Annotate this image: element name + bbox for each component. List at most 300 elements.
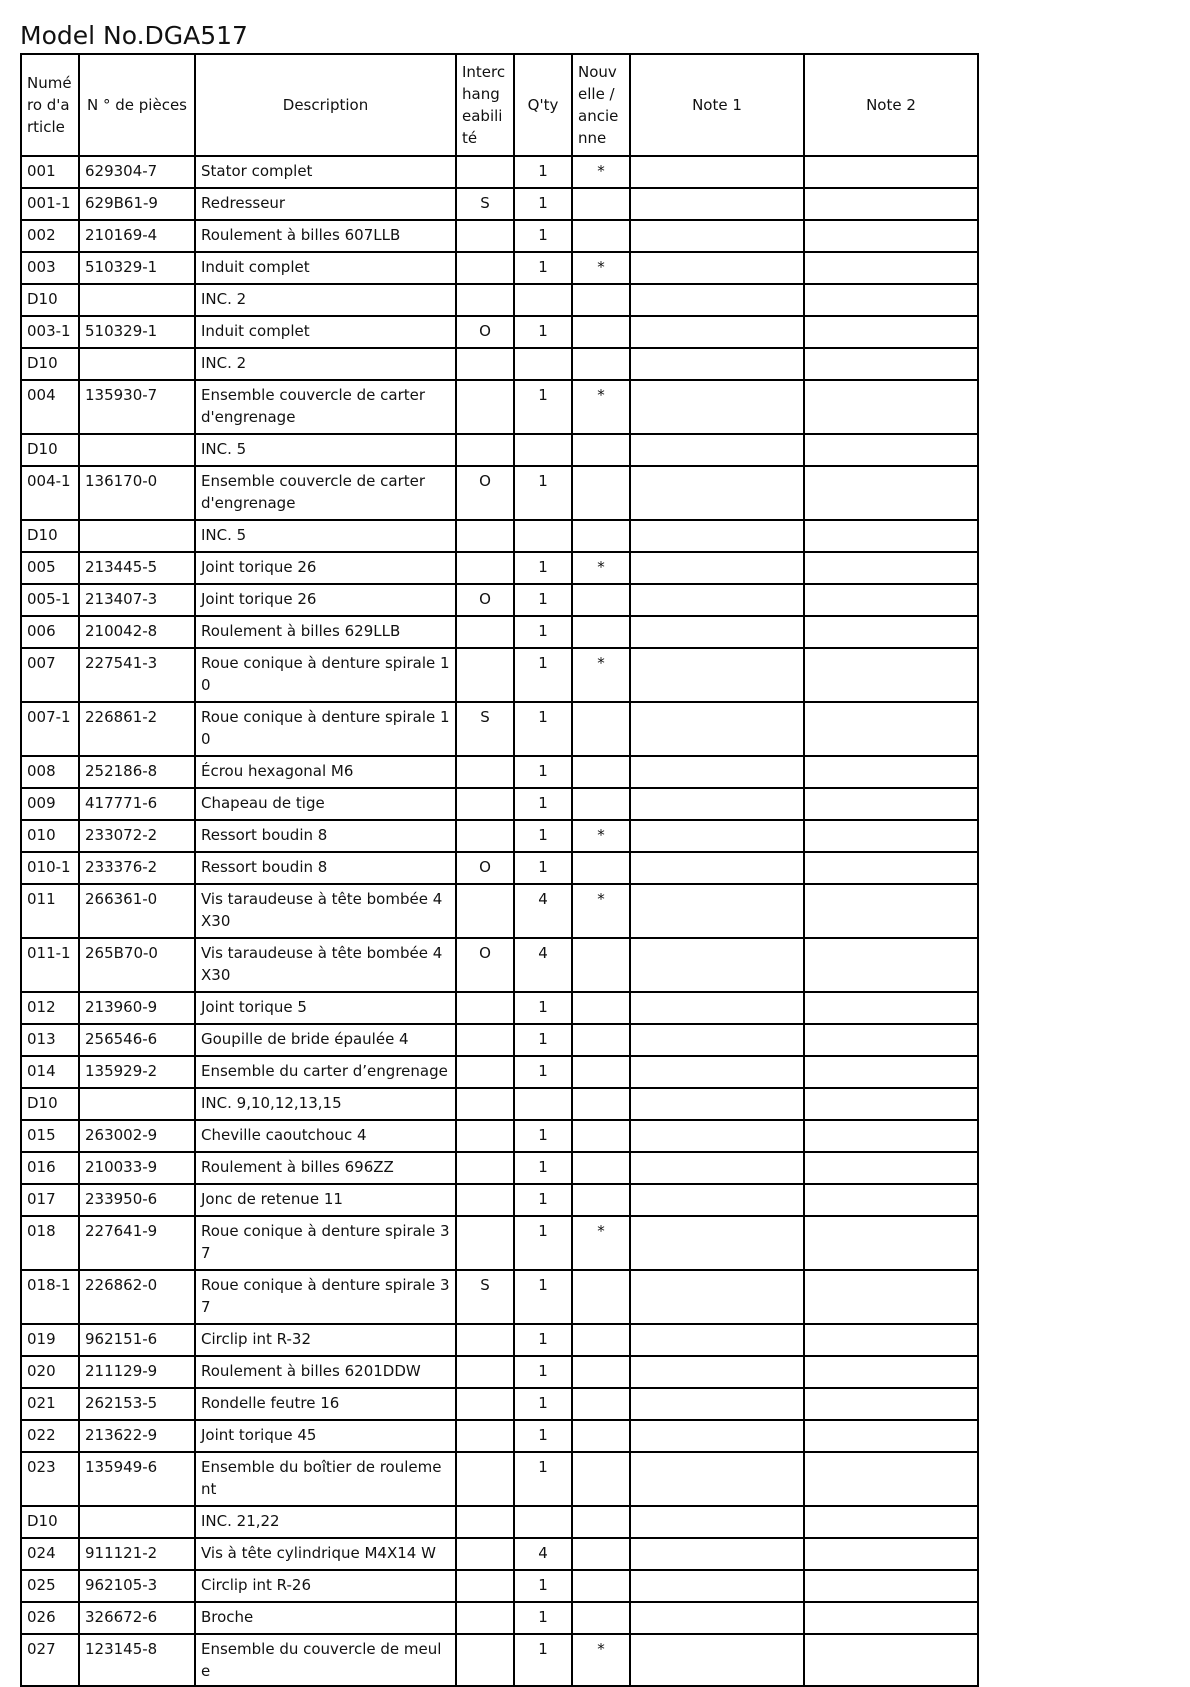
new-old-cell	[572, 188, 630, 220]
description-cell: Ensemble couvercle de carter d'engrenage	[195, 380, 456, 434]
table-row	[21, 788, 978, 820]
description-cell: Ensemble couvercle de carter d'engrenage	[195, 466, 456, 520]
interchangeability-cell	[456, 434, 514, 466]
table-row	[21, 188, 978, 220]
description-cell: INC. 2	[195, 348, 456, 380]
table-row	[21, 1602, 978, 1634]
item-number-cell: 007-1	[21, 702, 79, 756]
new-old-cell	[572, 1538, 630, 1570]
quantity-cell: 1	[514, 252, 572, 284]
quantity-cell	[514, 1088, 572, 1120]
item-number-cell: 004	[21, 380, 79, 434]
description-cell: Stator complet	[195, 156, 456, 188]
new-old-cell	[572, 1152, 630, 1184]
note-1-cell	[630, 466, 804, 520]
note-1-cell	[630, 584, 804, 616]
note-1-cell	[630, 1602, 804, 1634]
part-number-cell: 227641-9	[79, 1216, 195, 1270]
note-2-cell	[804, 992, 978, 1024]
note-2-cell	[804, 156, 978, 188]
table-row	[21, 702, 978, 756]
quantity-cell: 1	[514, 1056, 572, 1088]
description-cell: Goupille de bride épaulée 4	[195, 1024, 456, 1056]
part-number-cell: 135929-2	[79, 1056, 195, 1088]
new-old-cell: *	[572, 820, 630, 852]
note-1-cell	[630, 284, 804, 316]
quantity-cell: 1	[514, 1184, 572, 1216]
new-old-cell	[572, 284, 630, 316]
part-number-cell	[79, 434, 195, 466]
note-1-cell	[630, 702, 804, 756]
description-cell: Vis à tête cylindrique M4X14 W	[195, 1538, 456, 1570]
note-1-cell	[630, 434, 804, 466]
new-old-cell: *	[572, 156, 630, 188]
interchangeability-cell	[456, 380, 514, 434]
interchangeability-cell: O	[456, 584, 514, 616]
quantity-cell: 1	[514, 1388, 572, 1420]
note-2-cell	[804, 188, 978, 220]
part-number-cell: 213622-9	[79, 1420, 195, 1452]
description-cell: Redresseur	[195, 188, 456, 220]
note-1-cell	[630, 188, 804, 220]
item-number-cell: 006	[21, 616, 79, 648]
description-cell: Vis taraudeuse à tête bombée 4X30	[195, 938, 456, 992]
header-qty: Q'ty	[514, 54, 572, 156]
note-2-cell	[804, 1056, 978, 1088]
note-1-cell	[630, 884, 804, 938]
table-row	[21, 1056, 978, 1088]
part-number-cell: 629B61-9	[79, 188, 195, 220]
table-header	[21, 54, 978, 156]
page-title: Model No.DGA517	[20, 21, 248, 50]
interchangeability-cell	[456, 820, 514, 852]
new-old-cell: *	[572, 1216, 630, 1270]
header-interchangeability: Interchangeabilité	[456, 54, 514, 156]
note-1-cell	[630, 1506, 804, 1538]
new-old-cell	[572, 1270, 630, 1324]
quantity-cell: 1	[514, 1570, 572, 1602]
description-cell: Joint torique 5	[195, 992, 456, 1024]
note-1-cell	[630, 252, 804, 284]
header-note-2: Note 2	[804, 54, 978, 156]
quantity-cell: 1	[514, 702, 572, 756]
description-cell: Roue conique à denture spirale 10	[195, 648, 456, 702]
new-old-cell: *	[572, 1634, 630, 1686]
description-cell: Ensemble du carter d’engrenage	[195, 1056, 456, 1088]
quantity-cell: 1	[514, 1602, 572, 1634]
note-1-cell	[630, 156, 804, 188]
description-cell: Vis taraudeuse à tête bombée 4X30	[195, 884, 456, 938]
note-1-cell	[630, 1570, 804, 1602]
note-1-cell	[630, 938, 804, 992]
item-number-cell: 027	[21, 1634, 79, 1686]
new-old-cell	[572, 520, 630, 552]
interchangeability-cell: S	[456, 1270, 514, 1324]
part-number-cell: 266361-0	[79, 884, 195, 938]
note-2-cell	[804, 252, 978, 284]
new-old-cell	[572, 1024, 630, 1056]
note-1-cell	[630, 1452, 804, 1506]
note-1-cell	[630, 1088, 804, 1120]
table-row	[21, 992, 978, 1024]
item-number-cell: 003	[21, 252, 79, 284]
quantity-cell: 4	[514, 938, 572, 992]
interchangeability-cell	[456, 1216, 514, 1270]
description-cell: Roulement à billes 6201DDW	[195, 1356, 456, 1388]
item-number-cell: 009	[21, 788, 79, 820]
table-row	[21, 1420, 978, 1452]
item-number-cell: 010-1	[21, 852, 79, 884]
quantity-cell: 1	[514, 1420, 572, 1452]
new-old-cell	[572, 1506, 630, 1538]
note-1-cell	[630, 1120, 804, 1152]
table-row	[21, 1634, 978, 1686]
quantity-cell: 1	[514, 1634, 572, 1686]
note-2-cell	[804, 702, 978, 756]
note-1-cell	[630, 520, 804, 552]
header-note-1: Note 1	[630, 54, 804, 156]
new-old-cell	[572, 616, 630, 648]
quantity-cell: 1	[514, 316, 572, 348]
quantity-cell	[514, 520, 572, 552]
interchangeability-cell	[456, 1120, 514, 1152]
quantity-cell: 1	[514, 788, 572, 820]
quantity-cell	[514, 348, 572, 380]
note-2-cell	[804, 616, 978, 648]
item-number-cell: 005-1	[21, 584, 79, 616]
part-number-cell	[79, 1506, 195, 1538]
table-row	[21, 466, 978, 520]
description-cell: Cheville caoutchouc 4	[195, 1120, 456, 1152]
item-number-cell: 016	[21, 1152, 79, 1184]
note-1-cell	[630, 552, 804, 584]
new-old-cell	[572, 1356, 630, 1388]
new-old-cell	[572, 1388, 630, 1420]
note-2-cell	[804, 648, 978, 702]
note-1-cell	[630, 788, 804, 820]
part-number-cell	[79, 284, 195, 316]
note-1-cell	[630, 616, 804, 648]
table-row	[21, 1024, 978, 1056]
description-cell: Ensemble du boîtier de roulement	[195, 1452, 456, 1506]
item-number-cell: D10	[21, 284, 79, 316]
note-2-cell	[804, 1452, 978, 1506]
item-number-cell: 020	[21, 1356, 79, 1388]
note-2-cell	[804, 434, 978, 466]
quantity-cell	[514, 284, 572, 316]
new-old-cell	[572, 852, 630, 884]
note-2-cell	[804, 552, 978, 584]
description-cell: INC. 5	[195, 434, 456, 466]
new-old-cell	[572, 1056, 630, 1088]
item-number-cell: 022	[21, 1420, 79, 1452]
new-old-cell: *	[572, 380, 630, 434]
quantity-cell: 1	[514, 852, 572, 884]
table-row	[21, 584, 978, 616]
interchangeability-cell	[456, 1356, 514, 1388]
description-cell: Circlip int R-32	[195, 1324, 456, 1356]
description-cell: INC. 21,22	[195, 1506, 456, 1538]
note-2-cell	[804, 1024, 978, 1056]
note-2-cell	[804, 1506, 978, 1538]
new-old-cell	[572, 316, 630, 348]
interchangeability-cell	[456, 284, 514, 316]
item-number-cell: 025	[21, 1570, 79, 1602]
interchangeability-cell	[456, 884, 514, 938]
item-number-cell: D10	[21, 434, 79, 466]
note-1-cell	[630, 1356, 804, 1388]
new-old-cell	[572, 584, 630, 616]
description-cell: Ensemble du couvercle de meule	[195, 1634, 456, 1686]
note-2-cell	[804, 756, 978, 788]
note-2-cell	[804, 1324, 978, 1356]
quantity-cell	[514, 1506, 572, 1538]
table-row	[21, 284, 978, 316]
interchangeability-cell	[456, 1388, 514, 1420]
table-row	[21, 1216, 978, 1270]
interchangeability-cell	[456, 616, 514, 648]
description-cell: INC. 5	[195, 520, 456, 552]
item-number-cell: D10	[21, 348, 79, 380]
interchangeability-cell	[456, 156, 514, 188]
table-body	[21, 156, 978, 1686]
interchangeability-cell: O	[456, 466, 514, 520]
quantity-cell	[514, 434, 572, 466]
part-number-cell: 136170-0	[79, 466, 195, 520]
table-row	[21, 252, 978, 284]
part-number-cell: 213407-3	[79, 584, 195, 616]
item-number-cell: 001-1	[21, 188, 79, 220]
interchangeability-cell	[456, 1506, 514, 1538]
quantity-cell: 1	[514, 466, 572, 520]
part-number-cell: 211129-9	[79, 1356, 195, 1388]
table-row	[21, 938, 978, 992]
note-2-cell	[804, 1356, 978, 1388]
item-number-cell: 003-1	[21, 316, 79, 348]
item-number-cell: 018	[21, 1216, 79, 1270]
item-number-cell: 010	[21, 820, 79, 852]
note-2-cell	[804, 1388, 978, 1420]
new-old-cell	[572, 992, 630, 1024]
note-1-cell	[630, 756, 804, 788]
description-cell: Broche	[195, 1602, 456, 1634]
interchangeability-cell	[456, 1570, 514, 1602]
quantity-cell: 1	[514, 380, 572, 434]
item-number-cell: 002	[21, 220, 79, 252]
table-row	[21, 434, 978, 466]
part-number-cell: 226861-2	[79, 702, 195, 756]
note-1-cell	[630, 820, 804, 852]
table-row	[21, 1088, 978, 1120]
interchangeability-cell	[456, 220, 514, 252]
new-old-cell	[572, 1452, 630, 1506]
note-2-cell	[804, 584, 978, 616]
note-2-cell	[804, 788, 978, 820]
item-number-cell: 004-1	[21, 466, 79, 520]
description-cell: Roue conique à denture spirale 37	[195, 1216, 456, 1270]
note-1-cell	[630, 348, 804, 380]
note-1-cell	[630, 1024, 804, 1056]
parts-table	[20, 53, 979, 1687]
item-number-cell: 018-1	[21, 1270, 79, 1324]
quantity-cell: 1	[514, 220, 572, 252]
part-number-cell: 210169-4	[79, 220, 195, 252]
description-cell: Roue conique à denture spirale 37	[195, 1270, 456, 1324]
quantity-cell: 1	[514, 1152, 572, 1184]
new-old-cell	[572, 1324, 630, 1356]
quantity-cell: 1	[514, 648, 572, 702]
note-2-cell	[804, 316, 978, 348]
item-number-cell: D10	[21, 1506, 79, 1538]
table-row	[21, 616, 978, 648]
item-number-cell: 017	[21, 1184, 79, 1216]
table-row	[21, 1452, 978, 1506]
note-1-cell	[630, 992, 804, 1024]
item-number-cell: 012	[21, 992, 79, 1024]
table-row	[21, 852, 978, 884]
note-1-cell	[630, 1152, 804, 1184]
table-row	[21, 1324, 978, 1356]
interchangeability-cell	[456, 1024, 514, 1056]
table-row	[21, 1120, 978, 1152]
item-number-cell: 026	[21, 1602, 79, 1634]
description-cell: Roulement à billes 696ZZ	[195, 1152, 456, 1184]
note-2-cell	[804, 348, 978, 380]
interchangeability-cell	[456, 348, 514, 380]
description-cell: Écrou hexagonal M6	[195, 756, 456, 788]
interchangeability-cell	[456, 1324, 514, 1356]
quantity-cell: 1	[514, 584, 572, 616]
note-2-cell	[804, 1602, 978, 1634]
quantity-cell: 1	[514, 1216, 572, 1270]
item-number-cell: 024	[21, 1538, 79, 1570]
new-old-cell: *	[572, 252, 630, 284]
table-row	[21, 1152, 978, 1184]
quantity-cell: 1	[514, 756, 572, 788]
interchangeability-cell: O	[456, 852, 514, 884]
table-row	[21, 1184, 978, 1216]
interchangeability-cell	[456, 1452, 514, 1506]
note-1-cell	[630, 220, 804, 252]
description-cell: Roulement à billes 629LLB	[195, 616, 456, 648]
new-old-cell	[572, 756, 630, 788]
table-row	[21, 552, 978, 584]
part-number-cell: 510329-1	[79, 252, 195, 284]
interchangeability-cell: S	[456, 188, 514, 220]
part-number-cell: 510329-1	[79, 316, 195, 348]
new-old-cell	[572, 466, 630, 520]
new-old-cell	[572, 1602, 630, 1634]
part-number-cell: 962151-6	[79, 1324, 195, 1356]
part-number-cell: 962105-3	[79, 1570, 195, 1602]
table-row	[21, 756, 978, 788]
new-old-cell: *	[572, 648, 630, 702]
table-row	[21, 156, 978, 188]
note-1-cell	[630, 1538, 804, 1570]
part-number-cell: 256546-6	[79, 1024, 195, 1056]
header-description: Description	[195, 54, 456, 156]
note-1-cell	[630, 1420, 804, 1452]
new-old-cell	[572, 1184, 630, 1216]
part-number-cell	[79, 1088, 195, 1120]
table-row	[21, 1570, 978, 1602]
new-old-cell	[572, 702, 630, 756]
new-old-cell	[572, 1088, 630, 1120]
part-number-cell: 417771-6	[79, 788, 195, 820]
table-row	[21, 220, 978, 252]
item-number-cell: D10	[21, 520, 79, 552]
note-1-cell	[630, 380, 804, 434]
description-cell: Chapeau de tige	[195, 788, 456, 820]
part-number-cell: 233376-2	[79, 852, 195, 884]
part-number-cell: 263002-9	[79, 1120, 195, 1152]
description-cell: Roue conique à denture spirale 10	[195, 702, 456, 756]
interchangeability-cell	[456, 1602, 514, 1634]
note-2-cell	[804, 1538, 978, 1570]
description-cell: Ressort boudin 8	[195, 852, 456, 884]
item-number-cell: 013	[21, 1024, 79, 1056]
note-2-cell	[804, 284, 978, 316]
description-cell: Induit complet	[195, 252, 456, 284]
interchangeability-cell: O	[456, 938, 514, 992]
item-number-cell: 011	[21, 884, 79, 938]
table-row	[21, 1270, 978, 1324]
item-number-cell: 011-1	[21, 938, 79, 992]
note-2-cell	[804, 520, 978, 552]
description-cell: Joint torique 26	[195, 552, 456, 584]
part-number-cell: 629304-7	[79, 156, 195, 188]
note-1-cell	[630, 1216, 804, 1270]
interchangeability-cell	[456, 1152, 514, 1184]
note-2-cell	[804, 1216, 978, 1270]
quantity-cell: 1	[514, 820, 572, 852]
interchangeability-cell	[456, 1056, 514, 1088]
new-old-cell	[572, 1420, 630, 1452]
table-row	[21, 316, 978, 348]
part-number-cell: 210033-9	[79, 1152, 195, 1184]
item-number-cell: 019	[21, 1324, 79, 1356]
quantity-cell: 1	[514, 1270, 572, 1324]
part-number-cell: 135930-7	[79, 380, 195, 434]
interchangeability-cell	[456, 756, 514, 788]
note-1-cell	[630, 1056, 804, 1088]
description-cell: Joint torique 45	[195, 1420, 456, 1452]
new-old-cell	[572, 434, 630, 466]
header-item-no: Numéro d'article	[21, 54, 79, 156]
part-number-cell: 252186-8	[79, 756, 195, 788]
note-2-cell	[804, 1270, 978, 1324]
table-row	[21, 380, 978, 434]
quantity-cell: 1	[514, 1120, 572, 1152]
note-1-cell	[630, 1634, 804, 1686]
note-1-cell	[630, 852, 804, 884]
description-cell: INC. 2	[195, 284, 456, 316]
quantity-cell: 1	[514, 1356, 572, 1388]
description-cell: Ressort boudin 8	[195, 820, 456, 852]
part-number-cell: 123145-8	[79, 1634, 195, 1686]
part-number-cell: 227541-3	[79, 648, 195, 702]
description-cell: Rondelle feutre 16	[195, 1388, 456, 1420]
part-number-cell: 262153-5	[79, 1388, 195, 1420]
new-old-cell	[572, 220, 630, 252]
quantity-cell: 1	[514, 188, 572, 220]
item-number-cell: 005	[21, 552, 79, 584]
header-new-old: Nouvelle / ancienne	[572, 54, 630, 156]
interchangeability-cell	[456, 552, 514, 584]
header-row	[21, 54, 978, 156]
interchangeability-cell	[456, 992, 514, 1024]
interchangeability-cell	[456, 1420, 514, 1452]
